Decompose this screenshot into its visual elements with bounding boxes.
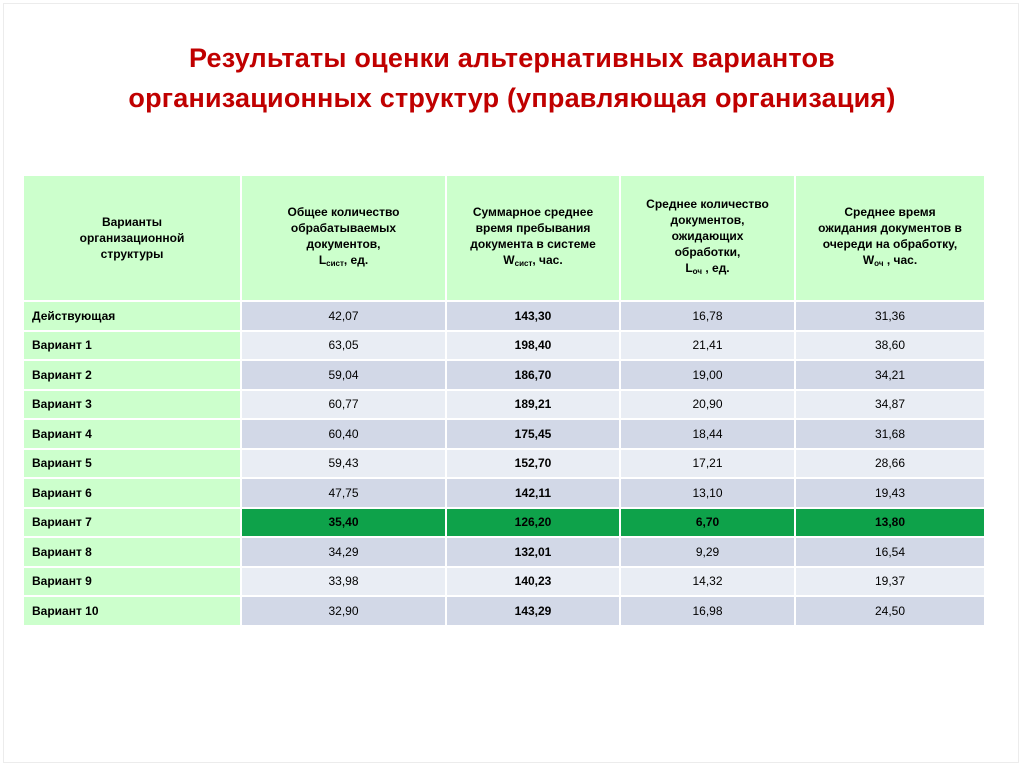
cell-w-q: 31,68	[795, 419, 984, 449]
cell-l-sys: 34,29	[241, 537, 446, 567]
cell-w-q: 16,54	[795, 537, 984, 567]
row-label: Вариант 1	[24, 331, 241, 361]
row-label: Вариант 5	[24, 449, 241, 479]
results-table	[24, 176, 984, 627]
cell-w-sys: 152,70	[446, 449, 620, 479]
cell-l-sys: 42,07	[241, 301, 446, 331]
header-row	[24, 176, 984, 301]
cell-l-sys: 59,04	[241, 360, 446, 390]
cell-l-q: 21,41	[620, 331, 795, 361]
header-total-time: Суммарное среднее время пребывания документа в системе $W_{сист}$, час.	[446, 176, 620, 301]
table-row-highlighted	[24, 508, 984, 538]
cell-l-sys: 60,40	[241, 419, 446, 449]
cell-w-sys: 186,70	[446, 360, 620, 390]
table-row	[24, 390, 984, 420]
cell-l-sys: 47,75	[241, 478, 446, 508]
cell-l-q: 16,98	[620, 596, 795, 626]
row-label: Вариант 3	[24, 390, 241, 420]
cell-w-sys: 126,20	[446, 508, 620, 538]
table-row	[24, 596, 984, 626]
title-line-1: Результаты оценки альтернативных вариантов	[189, 43, 835, 73]
cell-w-sys: 140,23	[446, 567, 620, 597]
cell-l-q: 13,10	[620, 478, 795, 508]
cell-w-q: 24,50	[795, 596, 984, 626]
table-row	[24, 449, 984, 479]
cell-l-sys: 59,43	[241, 449, 446, 479]
cell-l-q: 16,78	[620, 301, 795, 331]
cell-l-q: 17,21	[620, 449, 795, 479]
cell-w-sys: 143,29	[446, 596, 620, 626]
table-row	[24, 360, 984, 390]
cell-w-q: 28,66	[795, 449, 984, 479]
cell-l-q: 18,44	[620, 419, 795, 449]
cell-w-q: 34,87	[795, 390, 984, 420]
table-row	[24, 478, 984, 508]
cell-w-q: 38,60	[795, 331, 984, 361]
title-line-2: организационных структур (управляющая организация)	[128, 83, 896, 113]
cell-w-sys: 132,01	[446, 537, 620, 567]
cell-l-sys: 63,05	[241, 331, 446, 361]
page-title	[0, 38, 1024, 118]
header-avg-waiting: Среднее количество документов, ожидающих обработки, $L_{оч}$ , ед.	[620, 176, 795, 301]
row-label: Вариант 10	[24, 596, 241, 626]
cell-w-sys: 189,21	[446, 390, 620, 420]
cell-l-q: 19,00	[620, 360, 795, 390]
cell-w-sys: 198,40	[446, 331, 620, 361]
cell-w-q: 13,80	[795, 508, 984, 538]
table-row	[24, 331, 984, 361]
row-label: Действующая	[24, 301, 241, 331]
header-total-docs: Общее количество обрабатываемых документов, $L_{сист}$, ед.	[241, 176, 446, 301]
cell-l-q: 9,29	[620, 537, 795, 567]
cell-w-sys: 142,11	[446, 478, 620, 508]
cell-l-q: 20,90	[620, 390, 795, 420]
row-label: Вариант 9	[24, 567, 241, 597]
cell-l-q: 6,70	[620, 508, 795, 538]
cell-l-sys: 33,98	[241, 567, 446, 597]
cell-l-sys: 32,90	[241, 596, 446, 626]
row-label: Вариант 8	[24, 537, 241, 567]
row-label: Вариант 7	[24, 508, 241, 538]
cell-l-sys: 60,77	[241, 390, 446, 420]
table-row	[24, 537, 984, 567]
table-row	[24, 301, 984, 331]
row-label: Вариант 4	[24, 419, 241, 449]
row-label: Вариант 6	[24, 478, 241, 508]
header-variant: Варианты организационной структуры	[24, 176, 241, 301]
cell-l-sys: 35,40	[241, 508, 446, 538]
cell-w-sys: 175,45	[446, 419, 620, 449]
cell-w-sys: 143,30	[446, 301, 620, 331]
cell-l-q: 14,32	[620, 567, 795, 597]
row-label: Вариант 2	[24, 360, 241, 390]
table-body	[24, 301, 984, 626]
table-row	[24, 567, 984, 597]
cell-w-q: 19,43	[795, 478, 984, 508]
cell-w-q: 34,21	[795, 360, 984, 390]
header-avg-wait-time: Среднее время ожидания документов в очереди на обработку, $W_{оч}$ , час.	[795, 176, 984, 301]
table-row	[24, 419, 984, 449]
cell-w-q: 31,36	[795, 301, 984, 331]
cell-w-q: 19,37	[795, 567, 984, 597]
